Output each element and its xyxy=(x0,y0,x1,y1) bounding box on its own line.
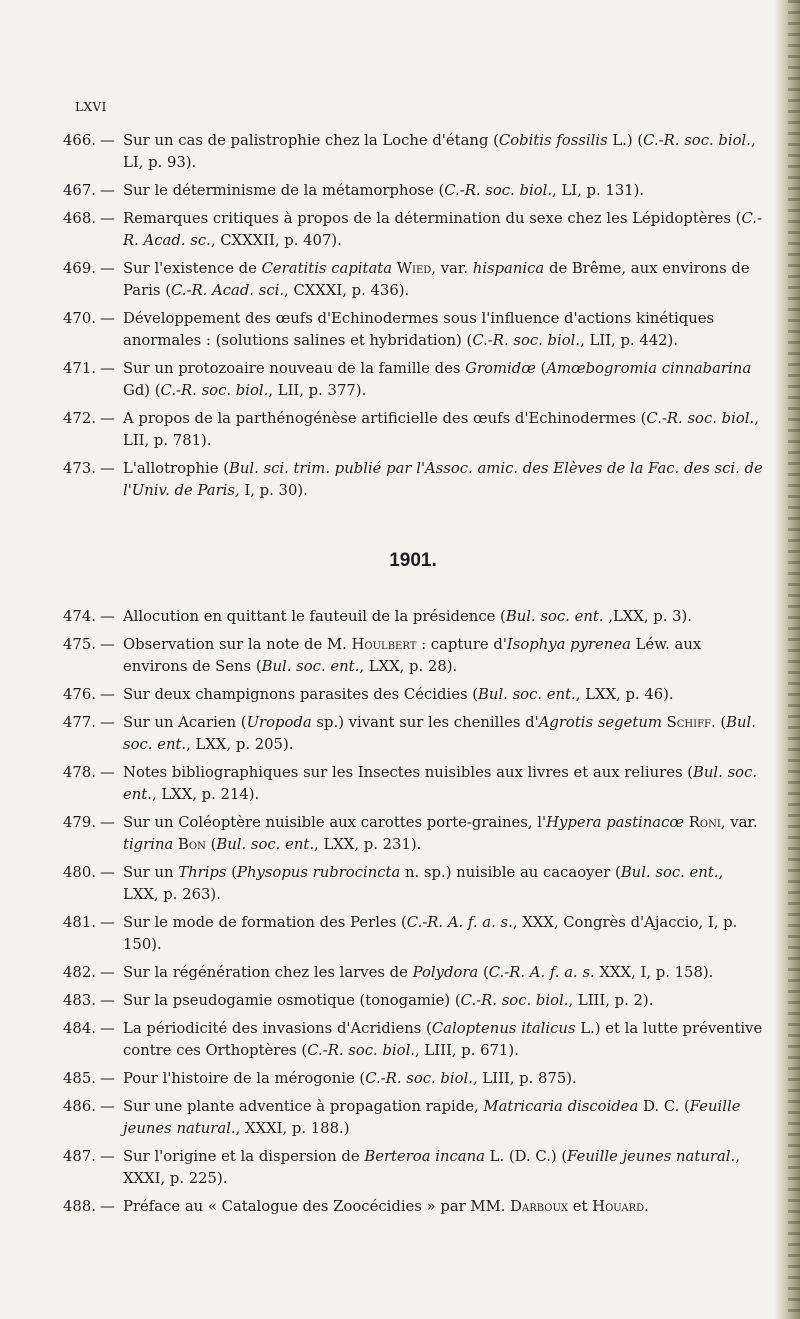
entry-text-run: ( xyxy=(478,964,489,981)
bibliography-entry xyxy=(63,962,763,984)
entry-text-run: L'allotrophie ( xyxy=(123,460,229,477)
entry-dash: — xyxy=(100,410,115,427)
entry-text-italic: C.-R. soc. biol. xyxy=(646,410,755,427)
entry-text-italic: C.-R. Acad. sc. xyxy=(123,210,762,249)
entry-text xyxy=(123,1196,763,1218)
entry-dash: — xyxy=(100,1098,115,1115)
entry-text-run: , LXX, p. 231). xyxy=(314,836,422,853)
entry-text-run: Sur un Coléoptère nuisible aux carottes porte-graines, l' xyxy=(123,814,547,831)
entry-text-run: Gd) ( xyxy=(123,382,161,399)
entry-text-italic: Thrips xyxy=(178,864,227,881)
entry-number: 484. xyxy=(63,1020,96,1037)
entry-text-run: , XXX, Congrès d'Ajaccio, I, p. 150). xyxy=(123,914,738,953)
entry-text xyxy=(123,634,763,678)
entry-text-smallcaps: Bon xyxy=(178,836,206,853)
entry-text-italic: hispanica xyxy=(472,260,545,277)
entry-text-run: Observation sur la note de M. xyxy=(123,636,352,653)
entry-text-run: Développement des œufs d'Echinodermes sous l'influence d'actions kinétiques anormales : (solutions salines et hybridation) ( xyxy=(123,310,715,349)
entry-text-italic: tigrina xyxy=(123,836,174,853)
entry-text-smallcaps: Darboux xyxy=(510,1198,569,1215)
entry-text-run: , LIII, p. 875). xyxy=(472,1070,577,1087)
entry-number: 480. xyxy=(63,864,96,881)
entry-text-run: Sur la pseudogamie osmotique (tonogamie) ( xyxy=(123,992,461,1009)
entry-text-run: A propos de la parthénogénèse artificielle des œufs d'Echinodermes ( xyxy=(123,410,647,427)
entry-dash: — xyxy=(100,1148,115,1165)
entry-text-italic: Bul. soc. ent. xyxy=(478,686,576,703)
entry-text xyxy=(123,990,763,1012)
entry-text-run: . xyxy=(644,1198,649,1215)
bibliography-entry xyxy=(63,712,763,756)
entry-text-run: , LXX, p. 263). xyxy=(123,864,724,903)
entry-text-run: , LI, p. 93). xyxy=(123,132,756,171)
entry-text-italic: Bul. soc. ent. xyxy=(505,608,604,625)
entry-text-run: D. C. ( xyxy=(638,1098,690,1115)
bibliography-entry xyxy=(63,1096,763,1140)
entry-text xyxy=(123,912,763,956)
entry-text xyxy=(123,1146,763,1190)
entry-text-run: Allocution en quittant le fauteuil de la présidence ( xyxy=(123,608,506,625)
entry-number: 486. xyxy=(63,1098,96,1115)
entry-text-run: Notes bibliographiques sur les Insectes nuisibles aux livres et aux reliures ( xyxy=(123,764,694,781)
entry-text-italic: Caloptenus italicus xyxy=(431,1020,576,1037)
entry-text xyxy=(123,762,763,806)
bibliography-entry xyxy=(63,684,763,706)
entry-text-run: . ( xyxy=(710,714,727,731)
entry-text-italic: Isophya pyrenea xyxy=(506,636,631,653)
entry-text xyxy=(123,258,763,302)
entry-text-italic: C.-R. A. f. a. s. xyxy=(488,964,595,981)
entry-text-run: ,LXX, p. 3). xyxy=(603,608,693,625)
entry-text-run: , LIII, p. 2). xyxy=(568,992,654,1009)
entry-number: 466. xyxy=(63,132,96,149)
entry-dash: — xyxy=(100,132,115,149)
entry-dash: — xyxy=(100,260,115,277)
entry-text-run: , LII, p. 781). xyxy=(123,410,759,449)
entry-text-run: L. (D. C.) ( xyxy=(484,1148,568,1165)
bibliography-entry xyxy=(63,358,763,402)
entry-text-run: La périodicité des invasions d'Acridiens ( xyxy=(123,1020,432,1037)
entry-dash: — xyxy=(100,210,115,227)
entry-text xyxy=(123,180,763,202)
entry-text-italic: Physopus rubrocincta xyxy=(236,864,401,881)
year-heading: 1901. xyxy=(389,550,437,571)
page-edge-texture xyxy=(788,0,800,1319)
entry-dash: — xyxy=(100,1020,115,1037)
entry-dash: — xyxy=(100,360,115,377)
entry-text-italic: Feuille jeunes natural. xyxy=(123,1098,741,1137)
entries-1901 xyxy=(63,606,763,1218)
entry-text-smallcaps: Houard xyxy=(592,1198,645,1215)
entry-number: 477. xyxy=(63,714,96,731)
entry-text-run: : capture d' xyxy=(416,636,507,653)
entry-text-italic: Agrotis segetum xyxy=(538,714,662,731)
entry-text-run: , LII, p. 442). xyxy=(580,332,679,349)
entry-text-run: , XXXI, p. 188.) xyxy=(235,1120,350,1137)
entry-text-italic: C.-R. soc. biol. xyxy=(472,332,581,349)
entry-number: 471. xyxy=(63,360,96,377)
bibliography-entry xyxy=(63,606,763,628)
entry-dash: — xyxy=(100,964,115,981)
entry-text xyxy=(123,812,763,856)
bibliography-entry xyxy=(63,308,763,352)
entry-text-italic: Amœbogromia cinnabarina xyxy=(546,360,752,377)
entry-dash: — xyxy=(100,992,115,1009)
entry-text-italic: Uropoda xyxy=(246,714,312,731)
entry-text-run: Sur une plante adventice à propagation rapide, xyxy=(123,1098,484,1115)
entry-text-italic: Bul. soc. ent. xyxy=(261,658,360,675)
entry-text xyxy=(123,308,763,352)
bibliography-entry xyxy=(63,1068,763,1090)
entry-number: 474. xyxy=(63,608,96,625)
entry-dash: — xyxy=(100,182,115,199)
entry-number: 478. xyxy=(63,764,96,781)
entry-text-run: , LXX, p. 28). xyxy=(359,658,458,675)
entry-text-run: I, p. 30). xyxy=(239,482,308,499)
bibliography-entry xyxy=(63,130,763,174)
entry-dash: — xyxy=(100,1198,115,1215)
entry-dash: — xyxy=(100,864,115,881)
entry-text-run: de Brême, aux environs de Paris ( xyxy=(123,260,750,299)
entries-1900 xyxy=(63,130,763,502)
bibliography-entry xyxy=(63,458,763,502)
entry-text xyxy=(123,606,763,628)
entry-text xyxy=(123,408,763,452)
page-number: LXVI xyxy=(75,100,107,114)
bibliography-entry xyxy=(63,812,763,856)
bibliography-entry xyxy=(63,1018,763,1062)
entry-text-smallcaps: Roni xyxy=(688,814,721,831)
entry-text-italic: Bul. sci. trim. publié par l'Assoc. amic. des Elèves de la Fac. des sci. de l'Univ. de Paris, xyxy=(123,460,763,499)
entry-text-italic: C.-R. soc. biol. xyxy=(460,992,569,1009)
entry-dash: — xyxy=(100,636,115,653)
bibliography-entry xyxy=(63,1146,763,1190)
bibliography-list xyxy=(63,130,763,1224)
entry-dash: — xyxy=(100,914,115,931)
entry-number: 469. xyxy=(63,260,96,277)
entry-number: 488. xyxy=(63,1198,96,1215)
entry-text xyxy=(123,1068,763,1090)
entry-text-run: Sur un cas de palistrophie chez la Loche d'étang ( xyxy=(123,132,499,149)
entry-dash: — xyxy=(100,608,115,625)
entry-text-smallcaps: Schiff xyxy=(666,714,711,731)
entry-text-smallcaps: Houlbert xyxy=(351,636,417,653)
entry-number: 472. xyxy=(63,410,96,427)
entry-text-italic: Bul. soc. ent. xyxy=(216,836,315,853)
entry-number: 467. xyxy=(63,182,96,199)
entry-number: 483. xyxy=(63,992,96,1009)
entry-text-run: Pour l'histoire de la mérogonie ( xyxy=(123,1070,366,1087)
entry-text-run: , CXXXI, p. 436). xyxy=(284,282,410,299)
entry-number: 487. xyxy=(63,1148,96,1165)
entry-text-run: Sur l'existence de xyxy=(123,260,262,277)
entry-dash: — xyxy=(100,814,115,831)
entry-text-italic: Bul. soc. ent. xyxy=(123,714,756,753)
entry-text-italic: Cobitis fossilis xyxy=(498,132,608,149)
entry-text-run: ( xyxy=(535,360,547,377)
bibliography-entry xyxy=(63,912,763,956)
entry-dash: — xyxy=(100,764,115,781)
entry-text-run: Léw. aux environs de Sens ( xyxy=(123,636,702,675)
entry-text-run: Sur le mode de formation des Perles ( xyxy=(123,914,407,931)
entry-text-run: Sur le déterminisme de la métamorphose ( xyxy=(123,182,445,199)
entry-text-run: Préface au « Catalogue des Zoocécidies » par MM. xyxy=(123,1198,511,1215)
entry-text-run: , LXX, p. 46). xyxy=(575,686,674,703)
entry-text-italic: C.-R. soc. biol. xyxy=(365,1070,473,1087)
entry-text xyxy=(123,1018,763,1062)
entry-text xyxy=(123,358,763,402)
entry-text-run: Sur l'origine et la dispersion de xyxy=(123,1148,365,1165)
year-section xyxy=(63,508,763,606)
entry-number: 481. xyxy=(63,914,96,931)
entry-text-run: ( xyxy=(205,836,217,853)
entry-text-run: et xyxy=(568,1198,593,1215)
entry-number: 475. xyxy=(63,636,96,653)
entry-text-italic: C.-R. Acad. sci. xyxy=(171,282,285,299)
entry-text-italic: Hypera pastinacœ xyxy=(546,814,685,831)
entry-text xyxy=(123,458,763,502)
bibliography-entry xyxy=(63,762,763,806)
entry-text-italic: Ceratitis capitata xyxy=(261,260,393,277)
entry-text-run: Sur un xyxy=(123,864,179,881)
entry-text-italic: Bul. soc. ent. xyxy=(123,764,758,803)
entry-text xyxy=(123,130,763,174)
entry-text-run: XXX, I, p. 158). xyxy=(594,964,714,981)
entry-text-run: Sur un Acarien ( xyxy=(123,714,247,731)
entry-dash: — xyxy=(100,460,115,477)
entry-text xyxy=(123,862,763,906)
entry-text-run: Sur deux champignons parasites des Cécidies ( xyxy=(123,686,479,703)
entry-number: 485. xyxy=(63,1070,96,1087)
bibliography-entry xyxy=(63,408,763,452)
entry-text-run: , var. xyxy=(431,260,473,277)
entry-text-run: L.) ( xyxy=(607,132,644,149)
entry-text-italic: C.-R. soc. biol. xyxy=(160,382,269,399)
entry-text-italic: C.-R. soc. biol. xyxy=(307,1042,416,1059)
entry-text-run: Sur un protozoaire nouveau de la famille des xyxy=(123,360,466,377)
entry-text-italic: Matricaria discoidea xyxy=(483,1098,639,1115)
entry-text-italic: C.-R. soc. biol. xyxy=(444,182,553,199)
entry-dash: — xyxy=(100,714,115,731)
entry-text-run: , var. xyxy=(720,814,758,831)
entry-number: 468. xyxy=(63,210,96,227)
entry-dash: — xyxy=(100,1070,115,1087)
bibliography-entry xyxy=(63,634,763,678)
entry-text-run: ( xyxy=(226,864,237,881)
entry-text xyxy=(123,1096,763,1140)
entry-text-smallcaps: Wied xyxy=(396,260,432,277)
entry-text-italic: C.-R. soc. biol. xyxy=(643,132,751,149)
entry-dash: — xyxy=(100,686,115,703)
entry-text-run: , LI, p. 131). xyxy=(552,182,645,199)
entry-text xyxy=(123,208,763,252)
entry-text-italic: C.-R. A. f. a. s. xyxy=(406,914,513,931)
entry-text-italic: Gromidœ xyxy=(465,360,536,377)
entry-text-run: , LIII, p. 671). xyxy=(415,1042,519,1059)
entry-number: 476. xyxy=(63,686,96,703)
entry-text xyxy=(123,684,763,706)
entry-text-italic: Polydora xyxy=(412,964,479,981)
entry-number: 482. xyxy=(63,964,96,981)
entry-number: 473. xyxy=(63,460,96,477)
entry-dash: — xyxy=(100,310,115,327)
entry-text-italic: Feuille jeunes natural. xyxy=(567,1148,736,1165)
entry-text xyxy=(123,712,763,756)
entry-text-run: Sur la régénération chez les larves de xyxy=(123,964,413,981)
bibliography-entry xyxy=(63,258,763,302)
bibliography-entry xyxy=(63,208,763,252)
entry-text-run: , LII, p. 377). xyxy=(268,382,367,399)
entry-text-run: L.) et la lutte préventive contre ces Orthoptères ( xyxy=(123,1020,763,1059)
entry-text-run: , LXX, p. 214). xyxy=(151,786,260,803)
entry-text-italic: Berteroa incana xyxy=(364,1148,485,1165)
entry-text-run: Remarques critiques à propos de la détermination du sexe chez les Lépidoptères ( xyxy=(123,210,742,227)
bibliography-entry xyxy=(63,990,763,1012)
entry-text xyxy=(123,962,763,984)
entry-text-run: sp.) vivant sur les chenilles d' xyxy=(311,714,539,731)
entry-number: 470. xyxy=(63,310,96,327)
bibliography-entry xyxy=(63,180,763,202)
entry-text-run: n. sp.) nuisible au cacaoyer ( xyxy=(400,864,621,881)
entry-number: 479. xyxy=(63,814,96,831)
bibliography-entry xyxy=(63,862,763,906)
bibliography-entry xyxy=(63,1196,763,1218)
entry-text-run: , XXXI, p. 225). xyxy=(123,1148,740,1187)
entry-text-run: , LXX, p. 205). xyxy=(186,736,294,753)
entry-text-italic: Bul. soc. ent. xyxy=(620,864,719,881)
entry-text-run: , CXXXII, p. 407). xyxy=(210,232,342,249)
